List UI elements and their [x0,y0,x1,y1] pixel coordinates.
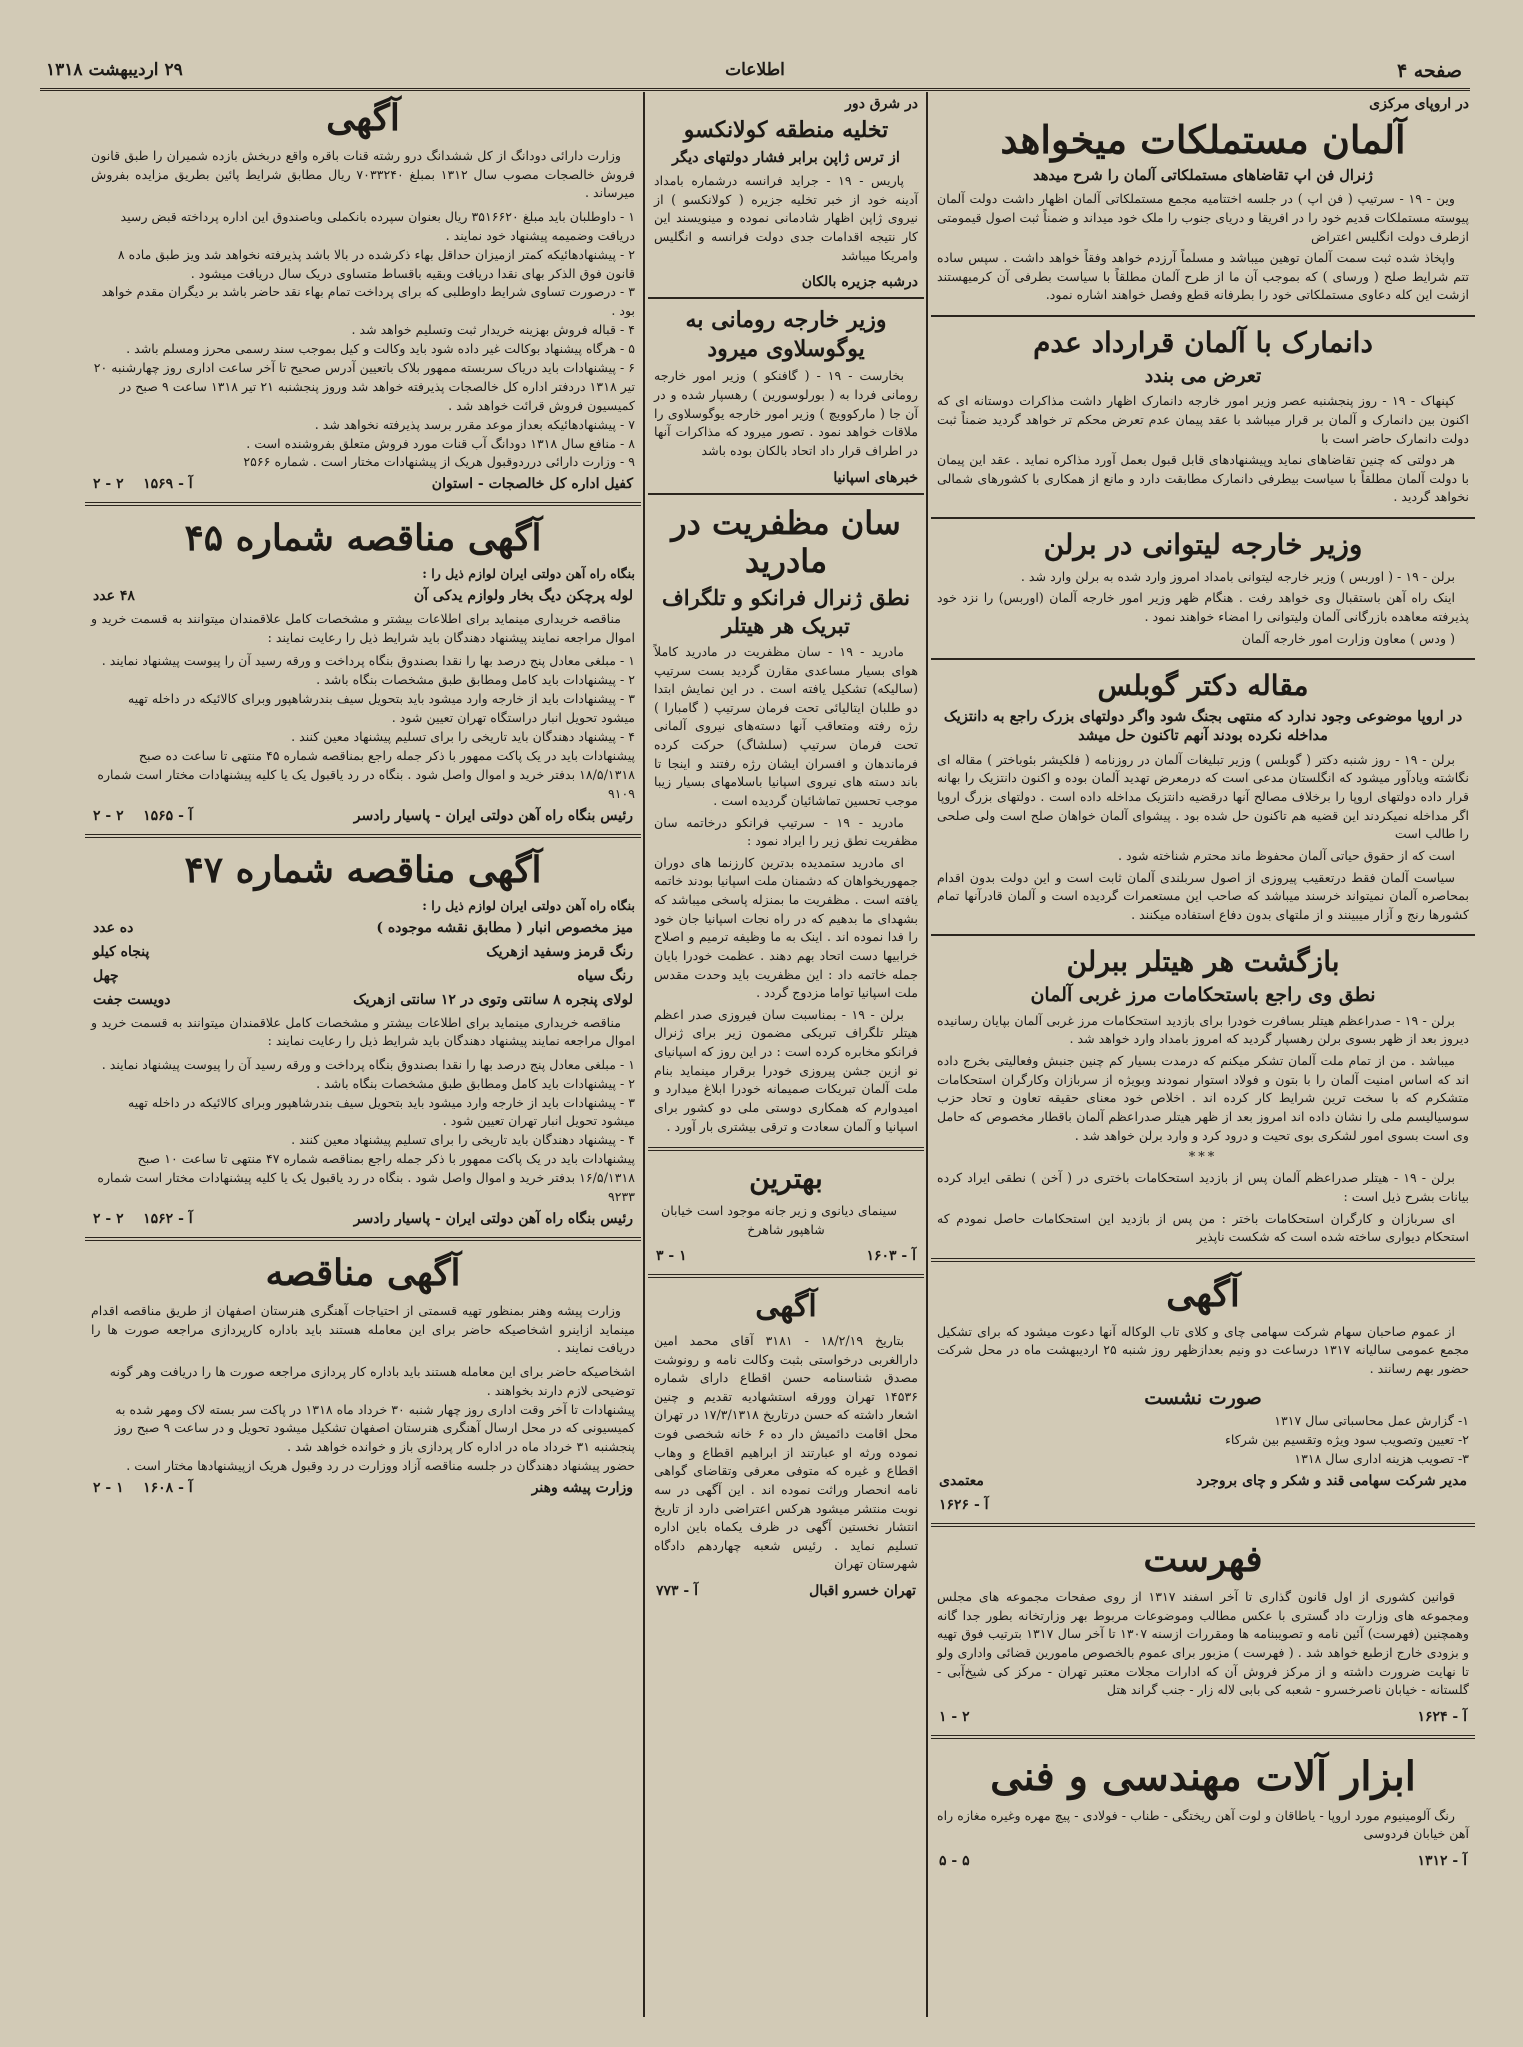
column-divider [926,92,928,2017]
condition-item: ۳ - درصورت تساوی شرایط داوطلبی که برای پرداخت تمام بهاء نقد حاضر باشد بر دیگران مقدم خواهد بود . [101,284,635,319]
condition-item: پیشنهادات باید در یک پاکت ممهور با ذکر جمله راجع بمناقصه شماره ۴۵ منتهی تا ساعت ده صبح ۱۸/۵/۱۳۱۸ بدفتر خرید و اموال واصل شود . بنگاه در رد یاقبول یک یا کلیه پیشنهادات مختار است شماره ۹۱۰۹ [97,747,635,801]
article-denmark-pact [931,322,1475,512]
paragraph: ( ودس ) معاون وزارت امور خارجه آلمان [1241,630,1455,646]
ad-code [648,1244,924,1268]
ad-tender-crafts [85,1247,641,1500]
ad-title: فهرست [1143,1538,1263,1581]
paragraph: واپخاذ شده ثبت سمت آلمان توهین میباشد و مسلماً آرزدم خواهد وفقاً خواهد داشت . سپس ساده تتم شرایط صلح ( ورسای ) که بموجب آن ما از طرح آلمان مطلقاً با سیاست بطرفی آن کرمیهستند ازشت این کله دعاوی مستملکاتی خود را بطرفانه قطع وفصل خواهند اشاره نمود. [937,250,1469,303]
article-romania-minister [648,304,924,487]
condition-item: حضور پیشنهاد دهندگان در جلسه مناقصه آزاد ووزارت در رد وقبول هریک ازپیشنهادها مختار است . [126,1458,635,1474]
ad-title: آگهی مناقصه شماره ۴۵ [184,517,542,560]
article-lithuania-minister [931,524,1475,653]
ad-run-number: ۲ - ۲ [93,476,124,493]
paragraph: مناقصه خریداری مینماید برای اطلاعات بیشتر و مشخصات کامل علاقمندان میتوانند به قسمت خرید و اموال مراجعه نمایند پیشنهاد دهندگان باید شرایط ذیل را رعایت نمایند : [91,1014,635,1049]
ad-code-number: آ - ۷۷۳ [656,1583,699,1600]
headline-line-2: نطق وی راجع باستحکامات مرز غربی آلمان [1030,984,1376,1007]
section-kicker: خبرهای اسپانیا [833,469,918,486]
ad-body [85,1300,641,1363]
paragraph: مادرید - ۱۹ - سرتیپ فرانکو درخاتمه سان مظفریت نطق زیر را ایراد نمود : [654,814,918,849]
signature-text: کفیل اداره کل خالصجات - استوان [431,476,633,493]
paragraph: قوانین کشوری از اول قانون گذاری تا آخر اسفند ۱۳۱۷ از روی صفحات مجموعه های مجلس ومجموعه های وزارت داد گستری با عکس مطالب وموضوعات مربوط بهر وزارتخانه بطور جدا گانه وهمچنین (فهرست) آئین نامه و تصویبنامه ها ومقررات ازسنه ۱۳۰۷ تا آخر سال ۱۳۱۷ بترتیب فوق تهیه و بزودی خارج ازطبع خواهد شد . ( فهرست ) مزبور برای عموم بالخصوص مامورین قضائی واداری ولو تا نهایت ضرورت داشته و از مرکز فروش آن که ادارات مجلات معتبر تهران - مرکز کی شیخ‌آبی - گلستانه - خیابان ناصرخسرو - شعبه کی بابی لاله زار - جنب گراند هتل [937,1589,1469,1698]
tender-item-name: رنگ قرمز وسفید ازهریک [486,943,633,960]
ad-title: آگهی [755,1289,817,1325]
tender-item-name: رنگ سیاه [577,967,633,984]
ad-tender-47 [85,844,641,1231]
tender-item [85,964,641,988]
paragraph: وزارت پیشه وهنر بمنظور تهیه قسمتی از احتیاجات آهنگری هنرستان اصفهان از طریق مناقصه اقدام مینماید ازاینرو اشخاصیکه حاضر برای این معامله هستند باید باداره کارپردازی مراجعه صورت ها را دریافت نمایند . [91,1302,635,1356]
condition-item: ۲ - پیشنهادات باید کامل ومطابق طبق مشخصات بنگاه باشد . [316,1075,635,1091]
headline-line-2: تعرض می بندد [1144,364,1262,387]
condition-item: ۷ - پیشنهادهائیکه بعداز موعد مقرر برسد پذیرفته نخواهد شد . [314,416,635,432]
condition-item: ۳ - پیشنهادات باید از خارجه وارد میشود باید بتحویل سیف بندرشاهپور وبرای کالائیکه در داخله تهیه میشود تحویل انبار تهران تعیین شود . [128,1094,635,1129]
paragraph: مادرید - ۱۹ - سان مظفریت در مادرید کاملاً هوای بسیار مساعدی مقارن گردید بست سرتیپ (ساليكه) تشكيل یافته است . در این نمایش ابتدا دو طلبان ایتالیائی تحت فرمان سرتیپ ( گامبارا ) رژه رفته ومتعاقب آنها دسته‌های نیروی آلمانی تحت فرمان سرتیپ (سلشاگ) حرکت کرده فرماندهان و افسران ایشان رژه رفتند و اینجا تا باند دسته های نیروی اسپانیا باسلامهای بسیار زیبا موجب تحسین تماشائیان گردیده است . [654,643,918,808]
headline: مقاله دکتر گوبلس [1097,669,1309,703]
article-body [931,749,1475,930]
section-kicker: در شرق دور [845,96,918,112]
paragraph: وزارت دارائی دودانگ از کل ششدانگ درو رشته قنات باقره واقع دربخش بازده شمیران را طبق قانون فروش خالصجات مصوب سال ۱۳۱۲ بمبلغ ۷۰۳۳۲۴۰ ریال مطابق شرایط پائین بطریق مزایده بفروش میرساند . [91,148,636,201]
tender-item-qty: پنجاه کیلو [93,943,150,960]
paragraph: برلن - ۱۹ - صدراعظم هیتلر بسافرت خودرا برای بازدید استحکامات مرز غربی آلمان بپایان رسانیده دیروز بعد از ظهر بسوی برلن رهسپار گردید که امروز بامداد وارد خواهد شد . [937,1012,1469,1047]
ad-run-number: ۲ - ۱ [939,1708,970,1725]
paragraph: سینمای دیانوی و زیر جانه موجود است خیابان شاهپور شاهرخ [660,1203,898,1237]
agenda-item: ۲- تعیین وتصویب سود ویژه وتقسیم بین شرکاء [1224,1432,1469,1448]
ad-index-book [931,1533,1475,1729]
article-germany-colonies [931,114,1475,310]
paragraph: برلن - ۱۹ - ( اوربس ) وزیر خارجه لیتوانی بامداد امروز وارد شده به برلن وارد شد . [1020,568,1455,584]
paragraph: اینک راه آهن باستقبال وی خواهد رفت . هنگام ظهر وزیر امور خارجه آلمان (اوربس) را نزد خود پذیرفته معاهده بازرگانی آلمان ولیتوانی را امضاء خواهند نمود . [937,590,1469,624]
paragraph: برلن - ۱۹ - بمناسبت سان فیروزی صدر اعظم هیتلر تلگراف تبریکی مضمون زیر برای ژنرال فرانکو مخابره کرده است : در این روز که اسپانیای نو ازین جشن پیروزی خودرا برقرار مینماید بنام ملت آلمان تبریکات صمیمانه خودرا ابلاغ میدارد و امیدوارم که همکاری دوستی ملی دو کشور برای اسپانیا و آلمان سعادت و ترقی بیشتری بار آورد . [654,1006,918,1134]
ad-engineering-tools [931,1745,1475,1873]
paper-name: اطلاعات [725,60,785,80]
condition-item: پیشنهادات تا آخر وقت اداری روز چهار شنبه ۳۰ خرداد ماه ۱۳۱۸ در پاکت سر بسته لاک ومهر شده به کمیسیونی که در محل ارسال آهنگری هنرستان اصفهان تشکیل میشود تحویل و در ساعت ۹ صبح روز پنجشنبه ۳۱ خرداد ماه در اداره کار پردازی باز و خوانده خواهد شد . [114,1401,635,1455]
ad-code-number: آ - ۱۶۰۸ [143,1480,193,1497]
ad-code [648,1579,924,1603]
separator-stars: *** [1188,1150,1218,1166]
ad-inheritance-notice [648,1284,924,1603]
tender-item [85,988,641,1012]
signature-text: رئیس بنگاه راه آهن دولتی ایران - پاسیار رادسر [353,807,633,824]
section-kicker: درشبه جزیره بالکان [801,274,918,291]
ad-best-cinema [648,1157,924,1268]
ad-code-number: آ - ۱۶۲۴ [1417,1708,1467,1725]
issue-date: ۲۹ اردیبهشت ۱۳۱۸ [46,60,183,80]
paragraph: هر دولتی که چنین تقاضاهای نماید وپیشنهادهای قابل قبول بعمل آورد مذاکره نماید . عقد این پیمان با دولت آلمان مطلقاً با سیاست بیطرفی دانمارک مطابقت دارد و مانع از همکاری با کشورهای شمالی نخواهد گردید . [937,452,1469,505]
condition-item: اشخاصیکه حاضر برای این معامله هستند باید باداره کار پردازی مراجعه صورت ها را دریافت وهر گونه توضیحی لازم دارند بخواهند . [109,1363,635,1398]
tender-item [85,940,641,964]
headline: آلمان مستملکات میخواهد [1000,117,1406,162]
ad-code-number: آ - ۱۵۶۲ [143,1210,193,1227]
paragraph: است که از حقوق حیاتی آلمان محفوظ ماند محترم شناخته شود . [1117,847,1455,863]
condition-item: ۳ - پیشنهادات باید از خارجه وارد میشود باید بتحویل سیف بندرشاهپور وبرای کالائیکه در داخله تهیه میشود تحویل انبار دراستگاه تهران تعیین شود . [128,691,635,726]
signature-text: رئیس بنگاه راه آهن دولتی ایران - پاسیار رادسر [353,1210,633,1227]
ad-code [931,1849,1475,1873]
condition-item: پیشنهادات باید در یک پاکت ممهور با ذکر جمله راجع بمناقصه شماره ۴۷ منتهی تا ساعت ۱۰ صبح ۱۶/۵/۱۳۱۸ بدفتر خرید و اموال واصل شود . بنگاه در رد یاقبول یک یا کلیه پیشنهادات مختار است شماره ۹۲۳۳ [97,1151,635,1204]
headline: سان مظفریت در مادرید [671,503,901,580]
article-body [648,641,924,1141]
section-kicker: در اروپای مرکزی [1369,96,1469,112]
agenda-item: ۱- گزارش عمل محاسباتی سال ۱۳۱۷ [1274,1413,1469,1429]
ad-title: بهترین [749,1162,823,1196]
condition-item: ۲ - پیشنهادهائیکه کمتر ازمیزان حداقل بهاء ذکرشده در بالا باشد پذیرفته نخواهد شد ویز طبق ماده ۸ قانون فوق الذکر بهای نقدا دریافت وبقیه باقساط متساوی دریک سال دریافت میشود . [117,246,635,281]
article-goebbels [931,665,1475,929]
headline: دانمارک با آلمان قرارداد عدم [1033,326,1373,359]
paragraph: از عموم صاحبان سهام شرکت سهامی چای و کلای تاب الوکاله آنها دعوت میشود که برای تشکیل مجمع عمومی سالیانه ۱۳۱۷ درساعت دو ونیم بعدازظهر روز شنبه ۲۵ اردیبهشت ماه در محل شرکت حضور بهم رسانند . [937,1323,1469,1377]
ad-code-number: آ - ۱۵۶۵ [143,807,193,824]
ad-signature [85,804,641,828]
article-body [931,1010,1475,1252]
tender-item-qty: ده عدد [93,919,134,936]
ad-body [931,1321,1475,1384]
condition-item: ۱ - داوطلبان باید مبلغ ۳۵۱۶۶۲۰ ریال بعنوان سپرده بانکملی وباصندوق این اداره پرداخته قبض رسید دریافت وضمیمه پیشنهاد خود نمایند . [120,208,635,243]
paragraph: وین - ۱۹ - سرتیپ ( فن اپ ) در جلسه اختتامیه مجمع مستملکاتی آلمان اظهار داشت دولت آلمان پیوسته مستملکات قدیم خود را در افریقا و دریای جنوب را ملک خود میداند و ضمناً ثبت اصول قیمومتی ازطرف دولت انگلیس اعتراض [937,191,1469,244]
headline: وزیر خارجه لیتوانی در برلن [1043,528,1363,562]
condition-item: ۱ - مبلغی معادل پنج درصد بها را نقدا بصندوق بنگاه پرداخت و ورقه رسید آن را پیوست پیشنهاد نمایند . [101,653,635,669]
paragraph: برلن - ۱۹ - هیتلر صدراعظم آلمان پس از بازدید استحکامات باختری در ( آخن ) نطقی ایراد کرده بیانات بشرح ذیل است : [937,1170,1469,1204]
column-notices [85,92,641,2017]
tender-item-qty: دویست جفت [93,991,171,1008]
condition-item: ۶ - پیشنهادات باید دریاک سربسته ممهور بلاک باتعیین آدرس صحیح تا آخر ساعت اداری روز چهارشنبه ۲۰ تیر ۱۳۱۸ دردفتر اداره کل خالصجات پذیرفته خواهد شد وروز پنجشنبه ۲۱ تیر ۱۳۱۸ ساعت ۹ صبح در کمیسیون فروش قرائت خواهد شد . [93,360,635,413]
ad-signature [931,1469,1475,1493]
ad-intro: بنگاه راه آهن دولتی ایران لوازم ذیل را : [422,897,635,913]
ad-title: آگهی [326,97,400,139]
ad-body [931,1805,1475,1849]
ad-shareholders-meeting [931,1268,1475,1517]
ad-signature [85,1476,641,1500]
article-madrid-parade [648,500,924,1142]
masthead [40,58,1470,91]
paragraph: مناقصه خریداری مینماید برای اطلاعات بیشتر و مشخصات کامل علاقمندان میتوانند به قسمت خرید و اموال مراجعه نمایند پیشنهاد دهندگان باید شرایط ذیل را رعایت نمایند : [91,611,635,645]
ad-intro: بنگاه راه آهن دولتی ایران لوازم ذیل را : [422,566,635,582]
column-foreign-news [648,92,924,2017]
paragraph: میباشد . من از تمام ملت آلمان تشکر میکنم که درمدت بسیار کم چنین جنبش وفعالیتی بخرج داده اند که اساس امنیت آلمان را با بتون و فولاد استوار نمودند وبویژه از سربازان وکارگران استحکامات متشکرم که با سخت ترین شرایط کار کرده اند . اخلاص خود معنای حقیقه تعاون و تحاد حزب سوسیالیسم ملی را نشان داده اند امروز بعد از ظهر هیتلر صدراعظم آلمان باقطار مخصوص که حامل وی است بسوی امور لشکری بوی تحیت و درود کرد و وارد برلن خواهد شد . [937,1053,1469,1143]
tender-item-name: لوله پرچکن دیگ بخار ولوازم یدکی آن [413,588,633,605]
ad-signature [85,1207,641,1231]
ad-qanat-sale [85,92,641,496]
condition-item: ۲ - پیشنهادات باید کامل ومطابق طبق مشخصات بنگاه باشد . [316,672,635,688]
ad-run-number: ۱ - ۳ [656,1248,687,1265]
signature-text: مدیر شرکت سهامی قند و شکر و چای بروجرد [1196,1473,1467,1490]
ad-code-number: آ - ۱۶۲۶ [939,1497,989,1514]
paragraph: بخارست - ۱۹ - ( گافنکو ) وزیر امور خارجه رومانی فردا به ( بورلوسورین ) رهسپار شده و در آن جا ( مارکوویچ ) وزیر امور خارجه یوگوسلاوی را ملاقات خواهد نمود . تصور میرود که مذاکرات آنها در اطراف قرار داد اتحاد بالکان بوده باشد [654,368,918,458]
article-body [931,188,1475,310]
condition-item: ۴ - پیشنهاد دهندگان باید تاریخی را برای تسلیم پیشنهاد معین کنند . [291,729,635,745]
paragraph: پاریس - ۱۹ - جراید فرانسه درشماره بامداد آدینه خود از خبر تخلیه جزیره ( کولانکسو ) از نیروی ژاپن اظهار شادمانی نموده و مینویسند این کار نتیجه اقدامات جدی دولت فرانسه و انگلیس وامریکا میباشد [654,173,918,263]
ad-code-number: آ - ۱۳۱۲ [1417,1853,1467,1870]
paragraph: کپنهاک - ۱۹ - روز پنجشنبه عصر وزیر امور خارجه دانمارک اظهار داشت مذاکرات دوستانه ای که اکنون بین دانمارک و آلمان بر قرار میباشد با عقد پیمان عدم تعرض محکم تر خواهد گردید ضمناً ثبت دولت دانمارک حاضر است با [937,393,1469,446]
paragraph: ای سربازان و کارگران استحکامات باختر : من پس از بازدید این استحکامات حاصل نمودم که استحکام دیواری ساخته شده است که شکست ناپذیر [937,1210,1469,1245]
ad-title: ابزار آلات مهندسی و فنی [990,1752,1416,1800]
paragraph: ای مادرید ستمدیده بدترین کارزنما های دوران جمهوریخواهان که دشمنان ملت اسپانیا بودند خاتمه یافته است . مظفریت ما بمنزله پاسخی میباشد که بشهدای ما بدهیم که در راه نجات اسپانیا جان خود را فدا نموده اند . اینک به ما وظیفه ترمیم و اصلاح خرابیها دست اتحاد بهم دهند . عظمت خودرا بایان جمله خاتمه داد : این مظفریت باید وحدت مقدس ملت اسپانیا تواما مزدوج گردد . [654,854,918,1001]
signature-text: وزارت پیشه وهنر [531,1480,633,1497]
paragraph: بتاریخ ۱۸/۲/۱۹ - ۳۱۸۱ آقای محمد امین دارالغربی درخواستی بثبت وکالت نامه و رونوشت مصدق شناسنامه حسن اقطاع دارای شماره ۱۴۵۳۶ تهران وورقه استشهادیه تقدیم و چنین اشعار داشته که حسن درتاریخ ۱۷/۳/۱۳۱۸ در تهران محل اقامت دائمیش دار ده ۶ خانه شخصی فوت نموده ورثه او عبارتند از ابراهیم اقطاع و وهاب اقطاع و غیره که متوفی معرفی وتقاضای گواهی نامه انحصار وراثت نموده اند . این آگهی در سه نوبت منتشر میشود هرکس اعتراضی دارد از تاریخ انتشار نخستین آگهی در ظرف یکماه باین اداره تسلیم نماید . رئیس شعبه چهاردهم دادگاه شهرستان تهران [654,1332,919,1572]
ad-signature [85,472,641,496]
ad-run-number: ۱ - ۲ [93,1480,124,1497]
tender-item [85,584,641,608]
ad-title: آگهی [1166,1272,1240,1315]
agenda-title: صورت نشست [1144,1386,1262,1409]
article-body [931,566,1475,654]
headline: وزیر خارجه رومانی به یوگوسلاوی میرود [685,307,887,362]
signer-name: تهران خسرو اقبال [809,1583,916,1600]
condition-item: ۴ - پیشنهاد دهندگان باید تاریخی را برای تسلیم پیشنهاد معین کنند . [291,1132,635,1148]
headline: بازگشت هر هیتلر ببرلن [1066,945,1340,979]
subheadline: از ترس ژاپن برابر فشار دولتهای دیگر [672,148,900,166]
page-number: صفحه ۴ [1396,60,1462,82]
ad-body [931,1586,1475,1705]
ad-body [648,1200,924,1244]
ad-run-number: ۵ - ۵ [939,1853,970,1870]
condition-item: ۹ - وزارت دارائی درردوقبول هریک از پیشنهادات مختار است . شماره ۲۵۶۶ [243,454,635,470]
condition-item: ۴ - قباله فروش بهزینه خریدار ثبت وتسلیم خواهد شد . [351,322,635,338]
tender-item-qty: ۴۸ عدد [93,588,135,605]
ad-code [931,1705,1475,1729]
ad-code-number: آ - ۱۶۰۳ [866,1248,916,1265]
column-divider [643,92,645,2017]
subheadline: نطق ژنرال فرانکو و تلگراف تبریک هر هیتلر [662,585,910,638]
article-body [931,390,1475,512]
condition-item: ۸ - منافع سال ۱۳۱۸ دودانگ آب قنات مورد فروش متعلق بفروشنده است . [246,435,635,451]
ad-run-number: ۲ - ۲ [93,1210,124,1227]
lead-paragraph: در اروپا موضوعی وجود ندارد که منتهی بجنگ شود واگر دولتهای بزرک راجع به دانتزیک مداخله نکرده بودند آنهم تاکنون حل میشد [943,707,1463,745]
article-body [648,170,924,270]
article-hitler-return [931,941,1475,1251]
article-kulangsu [648,114,924,292]
tender-item-name: میز مخصوص انبار ( مطابق نقشه موجوده ) [376,919,633,936]
condition-item: ۵ - هرگاه پیشنهاد بوکالت غیر داده شود باید وکالت و کیل بموجب سند رسمی محرز ومسلم باشد . [126,341,635,357]
ad-body [648,1330,924,1579]
paragraph: رنگ آلومینیوم مورد اروپا - یاطاقان و لوت آهن ریختگی - طناب - فولادی - پیچ مهره وغیره مغازه راه آهن خیابان فردوسی [937,1807,1469,1842]
tender-item-qty: چهل [93,967,119,984]
ad-run-number: ۲ - ۲ [93,807,124,824]
paragraph: سیاست آلمان فقط درتعقیب پیروزی از اصول سربلندی آلمان ثابت است و این دولت بدون اقدام بمحاصره آلمان نمیتواند خرسند میباشد که صاحب این مستعمرات گردیده است و آلمان قادرآنها تمام کشورها رنج و آزار میبینند و از ملتهای بدون دفاع استفاده میکنند . [937,869,1469,922]
ad-title: آگهی مناقصه شماره ۴۷ [184,848,542,891]
article-body [648,365,924,465]
headline: تخلیه منطقه کولانکسو [683,117,889,143]
paragraph: برلن - ۱۹ - روز شنبه دکتر ( گوبلس ) وزیر تبلیغات آلمان در روزنامه ( فلکیشر بئوباختر ) مقاله ای نگاشته ویادآور میشود که انگلستان مدعی است که درمعرض تهدید آلمان بوده و اکنون دانتزیک را بهانه قرار داده دولتهای اروپا را برخلاف مصالح آنها درقضیه دانتزیک مداخله داده است . دولتهای بزرگ اروپا اگر مداخله نمیکردند این قضیه هم تاکنون حل شده بود . پیشوای آلمان خواهان صلح است ولی صلحی را طالب است [937,751,1469,842]
tender-item [85,916,641,940]
ad-body [85,1012,641,1056]
column-politics [931,92,1475,2017]
ad-tender-45 [85,512,641,827]
agenda-item: ۳- تصویب هزینه اداری سال ۱۳۱۸ [1294,1451,1469,1467]
ad-code [931,1493,1475,1517]
tender-item-name: لولای پنجره ۸ سانتی وتوی در ۱۲ سانتی ازهریک [353,991,633,1008]
ad-body [85,608,641,652]
signer-name: معتمدی [939,1473,984,1490]
subheadline: ژنرال فن اپ تقاضاهای مستملکاتی آلمان را شرح میدهد [1033,166,1373,184]
ad-code-number: آ - ۱۵۶۹ [143,476,193,493]
condition-item: ۱ - مبلغی معادل پنج درصد بها را نقدا بصندوق بنگاه پرداخت و ورقه رسید آن را پیوست پیشنهاد نمایند . [101,1056,635,1072]
ad-body [85,145,641,208]
ad-title: آگهی مناقصه [265,1251,461,1294]
